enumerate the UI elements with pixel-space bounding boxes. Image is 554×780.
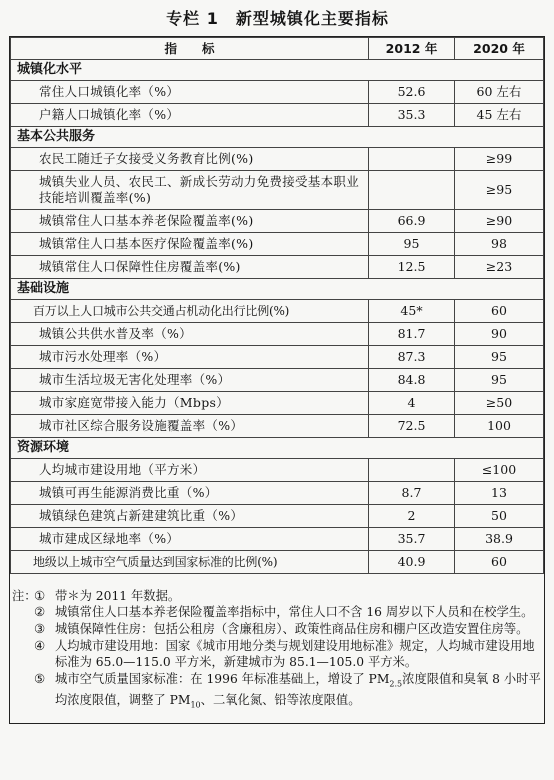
value-2020: 45 左右	[455, 104, 544, 127]
indicator-label: 城镇可再生能源消费比重（%）	[11, 482, 369, 505]
indicator-label: 城镇常住人口基本养老保险覆盖率(%)	[11, 210, 369, 233]
header-row	[11, 38, 544, 60]
table-row	[11, 210, 544, 233]
value-2020: 95	[455, 346, 544, 369]
table-row	[11, 482, 544, 505]
section-row	[11, 279, 544, 300]
table-row	[11, 528, 544, 551]
value-2012	[369, 459, 455, 482]
indicator-label: 城镇常住人口保障性住房覆盖率(%)	[11, 256, 369, 279]
table-row	[11, 104, 544, 127]
indicator-label: 常住人口城镇化率（%）	[11, 81, 369, 104]
value-2012	[369, 171, 455, 210]
table-row	[11, 256, 544, 279]
section-title: 资源环境	[11, 438, 544, 459]
value-2020: ≥50	[455, 392, 544, 415]
notes-block	[10, 588, 544, 714]
note-text: 城镇常住人口基本养老保险覆盖率指标中，常住人口不含 16 周岁以下人员和在校学生。	[55, 605, 534, 619]
table-row	[11, 392, 544, 415]
value-2020: 60 左右	[455, 81, 544, 104]
indicator-label: 人均城市建设用地（平方米）	[11, 459, 369, 482]
value-2012: 8.7	[369, 482, 455, 505]
value-2012: 4	[369, 392, 455, 415]
table-row	[11, 81, 544, 104]
note-mark: ④	[34, 639, 46, 653]
table-row	[11, 148, 544, 171]
indicator-label: 户籍人口城镇化率（%）	[11, 104, 369, 127]
value-2012: 84.8	[369, 369, 455, 392]
table-row	[11, 415, 544, 438]
value-2012: 45*	[369, 300, 455, 323]
note-text: 城镇保障性住房：包括公租房（含廉租房）、政策性商品住房和棚户区改造安置住房等。	[55, 622, 529, 636]
value-2012: 2	[369, 505, 455, 528]
table-row	[11, 233, 544, 256]
note-mark: ①	[34, 589, 46, 603]
section-title: 基本公共服务	[11, 127, 544, 148]
note-text-part: 、二氧化氮、铅等浓度限值。	[200, 693, 361, 708]
value-2012: 81.7	[369, 323, 455, 346]
indicator-label: 城镇失业人员、农民工、新成长劳动力免费接受基本职业技能培训覆盖率(%)	[11, 171, 369, 210]
table-row	[11, 505, 544, 528]
value-2020: 98	[455, 233, 544, 256]
page-title: 专栏 1 新型城镇化主要指标	[166, 9, 389, 28]
value-2012	[369, 148, 455, 171]
table-row	[11, 323, 544, 346]
notes-head: 注：	[12, 589, 37, 603]
note-item	[34, 621, 544, 637]
table-row	[11, 171, 544, 210]
indicator-label: 城镇公共供水普及率（%）	[11, 323, 369, 346]
section-title: 城镇化水平	[11, 60, 544, 81]
value-2020: 60	[455, 551, 544, 574]
value-2012: 66.9	[369, 210, 455, 233]
table-row	[11, 369, 544, 392]
note-mark: ②	[34, 605, 46, 619]
section-title: 基础设施	[11, 279, 544, 300]
section-row	[11, 60, 544, 81]
note-item	[12, 588, 544, 604]
section-row	[11, 438, 544, 459]
note-text-part: 城市空气质量国家标准：在 1996 年标准基础上，增设了 PM	[55, 672, 390, 686]
indicator-label: 城镇常住人口基本医疗保险覆盖率(%)	[11, 233, 369, 256]
note-text: 人均城市建设用地：国家《城市用地分类与规划建设用地标准》规定，人均城市建设用地标准为 65.0—115.0 平方米，新建城市为 85.1—105.0 平方米。	[55, 639, 535, 669]
indicator-label: 城市污水处理率（%）	[11, 346, 369, 369]
value-2012: 52.6	[369, 81, 455, 104]
note-mark: ③	[34, 622, 46, 636]
value-2020: ≥23	[455, 256, 544, 279]
header-2020: 2020 年	[455, 38, 544, 60]
value-2020: 95	[455, 369, 544, 392]
note-text: 带＊为 2011 年数据。	[55, 589, 181, 603]
table-row	[11, 300, 544, 323]
table-row	[11, 459, 544, 482]
value-2012: 12.5	[369, 256, 455, 279]
table-row	[11, 551, 544, 574]
indicator-label: 城市家庭宽带接入能力（Mbps）	[11, 392, 369, 415]
value-2012: 35.7	[369, 528, 455, 551]
indicator-label: 城市建成区绿地率（%）	[11, 528, 369, 551]
section-row	[11, 127, 544, 148]
note-text-part: 浓度限值和臭氧 8 小时平均浓度限值，调整了 PM	[55, 672, 541, 708]
indicator-label: 城市社区综合服务设施覆盖率（%）	[11, 415, 369, 438]
indicator-label: 农民工随迁子女接受义务教育比例(%)	[11, 148, 369, 171]
value-2020: ≥90	[455, 210, 544, 233]
value-2020: ≥99	[455, 148, 544, 171]
value-2020: 13	[455, 482, 544, 505]
value-2012: 40.9	[369, 551, 455, 574]
value-2020: 90	[455, 323, 544, 346]
note-text	[55, 671, 544, 714]
value-2012: 87.3	[369, 346, 455, 369]
value-2020: 100	[455, 415, 544, 438]
indicator-label: 地级以上城市空气质量达到国家标准的比例(%)	[11, 551, 369, 574]
value-2020: ≤100	[455, 459, 544, 482]
value-2020: ≥95	[455, 171, 544, 210]
table-row	[11, 346, 544, 369]
note-mark: ⑤	[34, 672, 46, 686]
value-2020: 60	[455, 300, 544, 323]
note-item	[34, 604, 544, 620]
value-2012: 72.5	[369, 415, 455, 438]
value-2012: 35.3	[369, 104, 455, 127]
pm10-subscript: 10	[190, 700, 201, 710]
pm25-subscript: 2.5	[389, 679, 403, 689]
header-indicator: 指 标	[11, 38, 369, 60]
indicator-label: 百万以上人口城市公共交通占机动化出行比例(%)	[11, 300, 369, 323]
note-item	[34, 638, 544, 670]
value-2012: 95	[369, 233, 455, 256]
indicator-label: 城镇绿色建筑占新建建筑比重（%）	[11, 505, 369, 528]
value-2020: 50	[455, 505, 544, 528]
value-2020: 38.9	[455, 528, 544, 551]
indicator-table-frame	[9, 36, 545, 724]
indicator-label: 城市生活垃圾无害化处理率（%）	[11, 369, 369, 392]
note-item	[34, 671, 544, 714]
header-2012: 2012 年	[369, 38, 455, 60]
indicator-table	[10, 37, 544, 574]
